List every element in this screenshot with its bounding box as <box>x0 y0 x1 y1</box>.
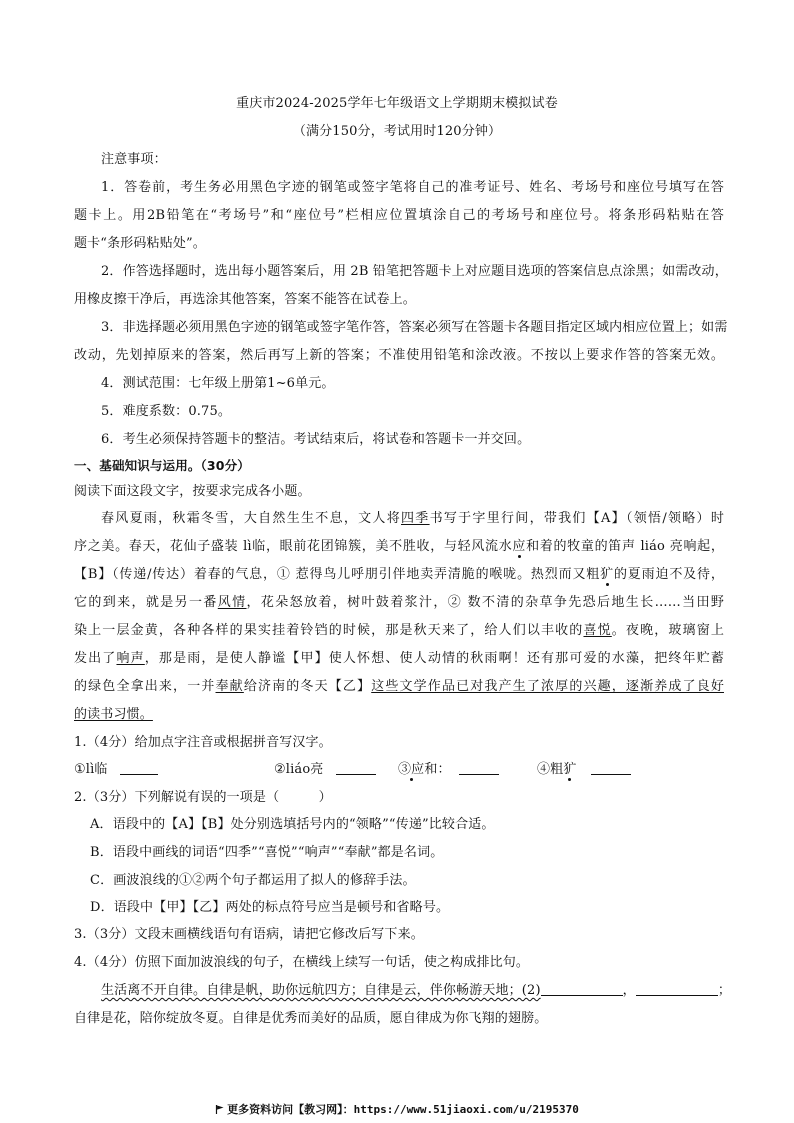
passage-line-7: 的绿色全拿出来，一并奉献给济南的冬天【乙】这些文学作品已对我产生了浓厚的兴趣，逐渐养成了良好 <box>74 679 724 694</box>
question-2-stem: 2.（3分）下列解说有误的一项是（ ） <box>74 790 332 805</box>
notice-6: 6．考生必须保持答题卡的整洁。考试结束后，将试卷和答题卡一并交回。 <box>101 432 531 447</box>
flag-icon <box>215 1105 224 1114</box>
dotted-char-guang: 犷 <box>600 567 614 582</box>
q2-option-c[interactable]: C．画波浪线的①②两个句子都运用了拟人的修辞手法。 <box>90 873 416 888</box>
page-subtitle: （满分150分，考试用时120分钟） <box>292 124 502 139</box>
page-title: 重庆市2024-2025学年七年级语文上学期期末模拟试卷 <box>236 96 558 111</box>
q2-option-b[interactable]: B．语段中画线的词语“四季”“喜悦”“响声”“奉献”都是名词。 <box>90 845 444 860</box>
section-1-heading: 一、基础知识与运用。（30分） <box>74 458 250 473</box>
q4-answer-blank-2[interactable] <box>636 995 718 996</box>
q1-answer-blank-1[interactable] <box>120 774 158 775</box>
passage-line-8 <box>74 707 724 723</box>
q1-item-2: ②liáo亮 <box>274 762 376 778</box>
dotted-char-ying: 应 <box>512 539 527 554</box>
underlined-word-fengxian: 奉献 <box>215 679 244 694</box>
underlined-word-xiyue: 喜悦 <box>583 623 612 638</box>
passage-line-4: 它的到来，就是另一番风情，花朵怒放着，树叶鼓着浆汁，② 数不清的杂草争先恐后地生长……当田野 <box>74 595 724 610</box>
q4-answer-blank-1[interactable] <box>541 995 623 996</box>
notice-1-line-2: 题卡上。用2B铅笔在“考场号”和“座位号”栏相应位置填涂自己的考场号和座位号。将条形码粘贴在答 <box>74 208 724 223</box>
q1-answer-blank-2[interactable] <box>336 774 376 775</box>
passage-line-6: 发出了响声，那是雨，是使人静谧【甲】使人怀想、使人动情的秋雨啊！还有那可爱的水藻，把终年贮蓄 <box>74 651 725 666</box>
passage-line-1: 春风夏雨，秋霜冬雪，大自然生生不息，文人将四季书写于字里行间，带我们【A】（领悟/领略）时 <box>101 511 724 526</box>
question-1-stem: 1.（4分）给加点字注音或根据拼音写汉字。 <box>74 735 332 750</box>
q1-answer-blank-4[interactable] <box>591 774 631 775</box>
question-3-stem: 3.（3分）文段末画横线语句有语病，请把它修改后写下来。 <box>74 927 424 942</box>
notice-1-line-3: 题卡“条形码粘贴处”。 <box>74 236 206 251</box>
underlined-word-siji: 四季 <box>401 511 430 526</box>
faulty-sentence-end: 的读书习惯。 <box>74 707 153 722</box>
passage-line-5: 染上一层金黄，各种各样的果实挂着铃铛的时候，那是秋天来了，给人们以丰收的喜悦。夜晚，玻璃窗上 <box>74 623 724 638</box>
q2-option-a[interactable]: A．语段中的【A】【B】处分别选填括号内的“领略”“传递”比较合适。 <box>90 817 495 832</box>
reading-instruction: 阅读下面这段文字，按要求完成各小题。 <box>74 484 311 499</box>
q2-option-d[interactable]: D．语段中【甲】【乙】两处的标点符号应当是顿号和省略号。 <box>90 900 450 915</box>
underlined-word-xiangsheng: 响声 <box>116 651 145 666</box>
notice-4: 4．测试范围：七年级上册第1~6单元。 <box>101 376 335 391</box>
q4-line-2: 自律是花，陪你绽放冬夏。自律是优秀而美好的品质，愿自律成为你飞翔的翅膀。 <box>74 1011 548 1026</box>
question-4-stem: 4.（4分）仿照下面加波浪线的句子，在横线上续写一句话，使之构成排比句。 <box>74 955 530 970</box>
notice-1-line-1: 1．答卷前，考生务必用黑色字迹的钢笔或签字笔将自己的准考证号、姓名、考场号和座位号填写在答 <box>101 180 724 195</box>
passage-line-2: 序之美。春天，花仙子盛装 lì临，眼前花团锦簇，美不胜收，与轻风流水应和着的牧童的笛声 liáo 亮响起， <box>74 539 724 554</box>
q1-item-3: ③应和： <box>398 762 499 778</box>
passage-line-3: 【B】（传递/传达）着春的气息，① 惹得鸟儿呼朋引伴地卖弄清脆的喉咙。热烈而又粗犷的夏雨迫不及待， <box>74 567 724 582</box>
notice-2-line-1: 2．作答选择题时，选出每小题答案后，用 2B 铅笔把答题卡上对应题目选项的答案信息点涂黑；如需改动， <box>101 264 728 279</box>
q4-line-1: 生活离不开自律。自律是帆，助你远航四方；自律是云，伴你畅游天地；(2) ， ； <box>101 983 731 998</box>
footer-link[interactable] <box>0 1101 794 1117</box>
q1-answer-blank-3[interactable] <box>459 774 499 775</box>
underlined-word-fengqing: 风情 <box>217 595 247 610</box>
q1-item-4: ④粗犷 <box>537 762 631 778</box>
notice-2-line-2: 用橡皮擦干净后，再选涂其他答案，答案不能答在试卷上。 <box>74 292 416 307</box>
q1-item-1: ①lì临 <box>74 762 158 778</box>
notice-3-line-1: 3．非选择题必须用黑色字迹的钢笔或签字笔作答，答案必须写在答题卡各题目指定区域内相应位置上；如需 <box>101 320 728 335</box>
footer-text: 更多资料访问【教习网】：https://www.51jiaoxi.com/u/2195370 <box>227 1103 579 1116</box>
notice-heading: 注意事项： <box>101 152 167 167</box>
notice-5: 5．难度系数：0.75。 <box>101 404 232 419</box>
faulty-sentence: 这些文学作品已对我产生了浓厚的兴趣，逐渐养成了良好 <box>371 679 724 694</box>
wavy-sentence: 生活离不开自律。自律是帆，助你远航四方；自律是云，伴你畅游天地；(2) <box>101 983 541 998</box>
notice-3-line-2: 改动，先划掉原来的答案，然后再写上新的答案；不准使用铅笔和涂改液。不按以上要求作答的答案无效。 <box>74 348 724 363</box>
